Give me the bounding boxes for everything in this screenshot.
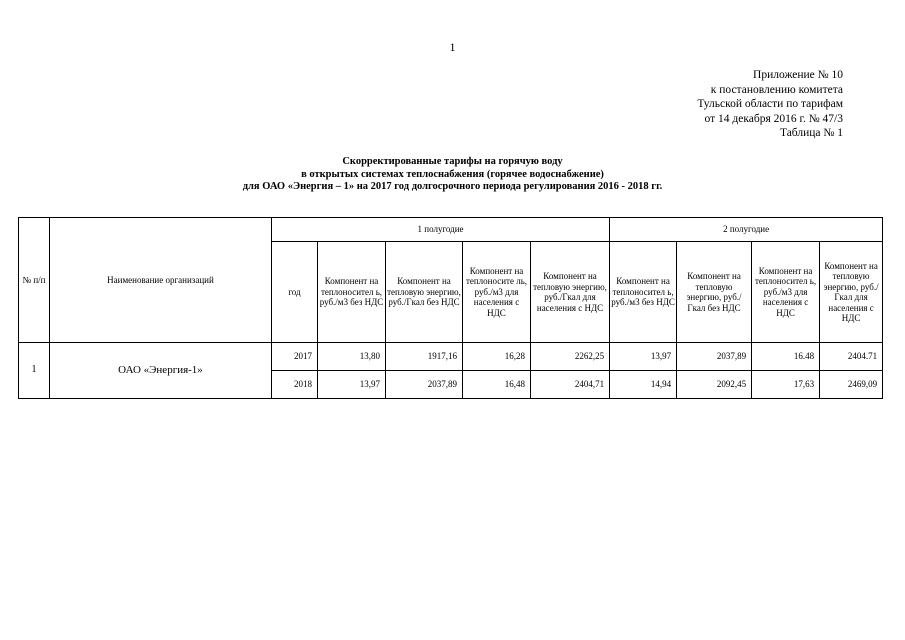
cell-c1: 13,80 xyxy=(318,343,386,371)
header-c7: Компонент на теплоносител ь, руб./м3 для населения с НДС xyxy=(752,242,820,343)
appendix-line-4: от 14 декабря 2016 г. № 47/3 xyxy=(704,112,843,125)
title-line-1: Скорректированные тарифы на горячую воду xyxy=(342,156,563,167)
page-number: 1 xyxy=(449,40,456,54)
cell-c3: 16,28 xyxy=(463,343,531,371)
title-line-2: в открытых системах теплоснабжения (горячее водоснабжение) xyxy=(301,168,604,180)
cell-c4: 2262,25 xyxy=(531,343,610,371)
header-row-periods xyxy=(19,218,883,242)
header-half-2: 2 полугодие xyxy=(610,218,883,242)
row-index: 1 xyxy=(19,343,50,399)
appendix-line-2: к постановлению комитета xyxy=(710,83,843,96)
cell-c7: 17,63 xyxy=(752,371,820,399)
header-year: год xyxy=(272,242,318,343)
table-row xyxy=(19,343,883,371)
cell-c6: 2092,45 xyxy=(677,371,752,399)
document-title xyxy=(0,156,905,194)
organization-name: ОАО «Энергия-1» xyxy=(50,343,272,399)
header-half-1: 1 полугодие xyxy=(272,218,610,242)
cell-c5: 14,94 xyxy=(610,371,677,399)
cell-c8: 2404.71 xyxy=(820,343,883,371)
appendix-block xyxy=(697,68,843,141)
appendix-line-3: Тульской области по тарифам xyxy=(697,98,843,111)
appendix-line-5: Таблица № 1 xyxy=(779,127,843,140)
cell-c6: 2037,89 xyxy=(677,343,752,371)
cell-c4: 2404,71 xyxy=(531,371,610,399)
header-index: № п/п xyxy=(19,218,50,343)
cell-c2: 1917,16 xyxy=(386,343,463,371)
cell-c5: 13,97 xyxy=(610,343,677,371)
header-c2: Компонент на тепловую энергию, руб./Гкал без НДС xyxy=(386,242,463,343)
header-c1: Компонент на теплоносител ь, руб./м3 без НДС xyxy=(318,242,386,343)
cell-c1: 13,97 xyxy=(318,371,386,399)
header-c4: Компонент на тепловую энергию, руб./Гкал для населения с НДС xyxy=(531,242,610,343)
cell-c3: 16,48 xyxy=(463,371,531,399)
appendix-line-1: Приложение № 10 xyxy=(753,69,843,81)
cell-c7: 16.48 xyxy=(752,343,820,371)
cell-year: 2018 xyxy=(272,371,318,399)
header-c6: Компонент на тепловую энергию, руб./Гкал без НДС xyxy=(677,242,752,343)
tariff-table xyxy=(18,217,883,399)
cell-year: 2017 xyxy=(272,343,318,371)
header-c3: Компонент на теплоносите ль, руб./м3 для населения с НДС xyxy=(463,242,531,343)
title-line-3: для ОАО «Энергия – 1» на 2017 год долгосрочного периода регулирования 2016 - 2018 гг. xyxy=(242,181,663,193)
cell-c8: 2469,09 xyxy=(820,371,883,399)
cell-c2: 2037,89 xyxy=(386,371,463,399)
header-c8: Компонент на тепловую энергию, руб./Гкал для населения с НДС xyxy=(820,242,883,343)
header-org-name: Наименование организаций xyxy=(50,218,272,343)
header-c5: Компонент на теплоносител ь, руб./м3 без НДС xyxy=(610,242,677,343)
